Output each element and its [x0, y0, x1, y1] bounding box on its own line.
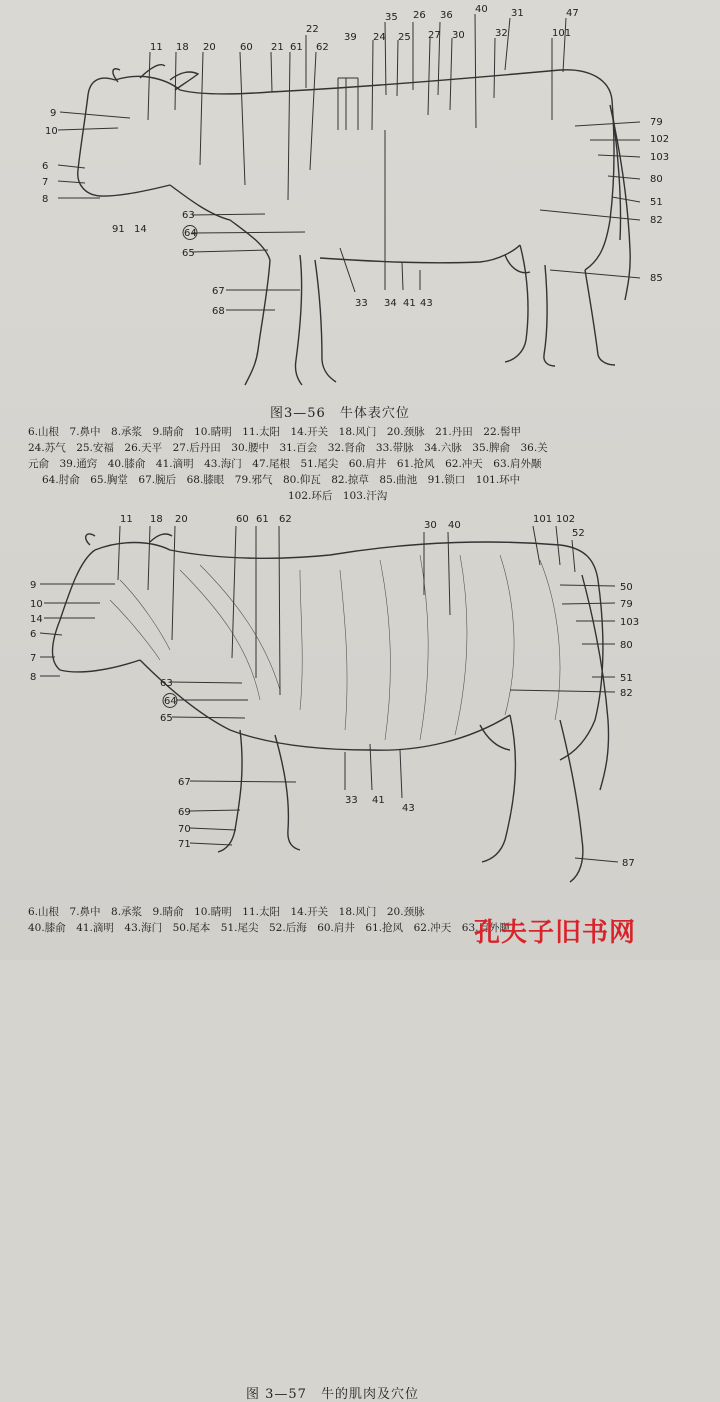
point-label-9: 9 [50, 108, 57, 119]
cow-surface-illustration [0, 0, 720, 400]
point-label-30: 30 [452, 30, 465, 41]
legend-line: 40.膝俞 41.滴明 43.海门 50.尾本 51.尾尖 52.后海 60.肩井 61.抢风 62.冲天 63.肩外颙 [28, 922, 510, 934]
point-label-14: 14 [30, 614, 43, 625]
point-label-63: 63 [160, 678, 173, 689]
point-label-6: 6 [42, 161, 49, 172]
point-label-65: 65 [182, 248, 195, 259]
cow-muscle-outline [52, 534, 608, 882]
point-label-64: 64 [164, 696, 177, 707]
fig2-point-labels [30, 514, 639, 869]
fig1-point-labels [42, 4, 669, 317]
point-label-34: 34 [384, 298, 397, 309]
point-label-10: 10 [30, 599, 43, 610]
point-label-71: 71 [178, 839, 191, 850]
figure-cow-surface-points [0, 0, 720, 502]
figure1-caption: 图3—56 牛体表穴位 [270, 406, 410, 421]
point-label-103: 103 [650, 152, 670, 163]
point-label-79: 79 [650, 117, 663, 128]
point-label-32: 32 [495, 28, 508, 39]
point-label-41: 41 [372, 795, 385, 806]
point-label-33: 33 [345, 795, 358, 806]
point-label-82: 82 [620, 688, 633, 699]
cow-muscle-illustration [0, 500, 720, 885]
point-label-11: 11 [150, 42, 163, 53]
point-label-10: 10 [45, 126, 58, 137]
point-label-39: 39 [344, 32, 357, 43]
point-label-6: 6 [30, 629, 37, 640]
site-watermark-logo: 孔夫子旧书网 [474, 918, 637, 948]
point-label-60: 60 [240, 42, 253, 53]
point-label-102: 102 [650, 134, 670, 145]
point-label-65: 65 [160, 713, 173, 724]
point-label-7: 7 [30, 653, 37, 664]
figure2-caption: 图 3—57 牛的肌肉及穴位 [246, 1387, 419, 1402]
legend-line: 元俞 39.通窍 40.膝俞 41.滴明 43.海门 47.尾根 51.尾尖 60.肩井 61.抢风 62.冲天 63.肩外颙 [28, 458, 542, 470]
legend-line: 6.山根 7.鼻中 8.承浆 9.睛俞 10.睛明 11.太阳 14.开关 18.风门 20.颈脉 [28, 906, 425, 918]
point-label-80: 80 [620, 640, 633, 651]
point-label-20: 20 [175, 514, 188, 525]
point-label-31: 31 [511, 8, 524, 19]
point-label-30: 30 [424, 520, 437, 531]
point-label-22: 22 [306, 24, 319, 35]
point-label-68: 68 [212, 306, 225, 317]
leader-lines-fig1 [58, 14, 640, 310]
point-label-7: 7 [42, 177, 49, 188]
point-label-36: 36 [440, 10, 453, 21]
point-label-70: 70 [178, 824, 191, 835]
point-label-60: 60 [236, 514, 249, 525]
point-label-61: 61 [290, 42, 303, 53]
point-label-64: 64 [184, 228, 197, 239]
legend-line: 64.肘俞 65.胸堂 67.腕后 68.膝眼 79.邪气 80.仰瓦 82.掠草 85.曲池 91.锁口 101.环中 [42, 474, 521, 486]
point-label-51: 51 [650, 197, 663, 208]
point-label-47: 47 [566, 8, 579, 19]
legend-line: 102.环后 103.汗沟 [288, 490, 388, 502]
point-label-26: 26 [413, 10, 426, 21]
point-label-20: 20 [203, 42, 216, 53]
point-label-43: 43 [402, 803, 415, 814]
point-label-103: 103 [620, 617, 640, 628]
figure1-legend [28, 424, 718, 504]
point-label-79: 79 [620, 599, 633, 610]
point-label-50: 50 [620, 582, 633, 593]
point-label-62: 62 [316, 42, 329, 53]
point-label-80: 80 [650, 174, 663, 185]
point-label-61: 61 [256, 514, 269, 525]
legend-line: 24.苏气 25.安福 26.天平 27.后丹田 30.腰中 31.百会 32.肾俞 33.带脉 34.六脉 35.脾俞 36.关 [28, 442, 548, 454]
point-label-9: 9 [30, 580, 37, 591]
leader-lines-fig2 [40, 526, 618, 862]
point-label-40: 40 [475, 4, 488, 15]
point-label-102: 102 [556, 514, 576, 525]
legend-line: 6.山根 7.鼻中 8.承浆 9.睛俞 10.睛明 11.太阳 14.开关 18.风门 20.颈脉 21.丹田 22.髻甲 [28, 426, 521, 438]
point-label-14: 14 [134, 224, 147, 235]
muscle-fibers [110, 555, 560, 740]
point-label-27: 27 [428, 30, 441, 41]
point-label-8: 8 [30, 672, 37, 683]
point-label-63: 63 [182, 210, 195, 221]
point-label-51: 51 [620, 673, 633, 684]
point-label-67: 67 [212, 286, 225, 297]
point-label-52: 52 [572, 528, 585, 539]
point-label-43: 43 [420, 298, 433, 309]
point-label-33: 33 [355, 298, 368, 309]
point-label-69: 69 [178, 807, 191, 818]
point-label-62: 62 [279, 514, 292, 525]
point-label-21: 21 [271, 42, 284, 53]
point-label-24: 24 [373, 32, 386, 43]
point-label-35: 35 [385, 12, 398, 23]
point-label-101: 101 [552, 28, 572, 39]
point-label-8: 8 [42, 194, 49, 205]
point-label-91: 91 [112, 224, 125, 235]
cow-outline [78, 65, 630, 385]
point-label-11: 11 [120, 514, 133, 525]
point-label-67: 67 [178, 777, 191, 788]
point-label-87: 87 [622, 858, 635, 869]
point-label-82: 82 [650, 215, 663, 226]
point-label-101: 101 [533, 514, 553, 525]
point-label-25: 25 [398, 32, 411, 43]
point-label-41: 41 [403, 298, 416, 309]
point-label-18: 18 [176, 42, 189, 53]
point-label-18: 18 [150, 514, 163, 525]
point-label-85: 85 [650, 273, 663, 284]
point-label-40: 40 [448, 520, 461, 531]
